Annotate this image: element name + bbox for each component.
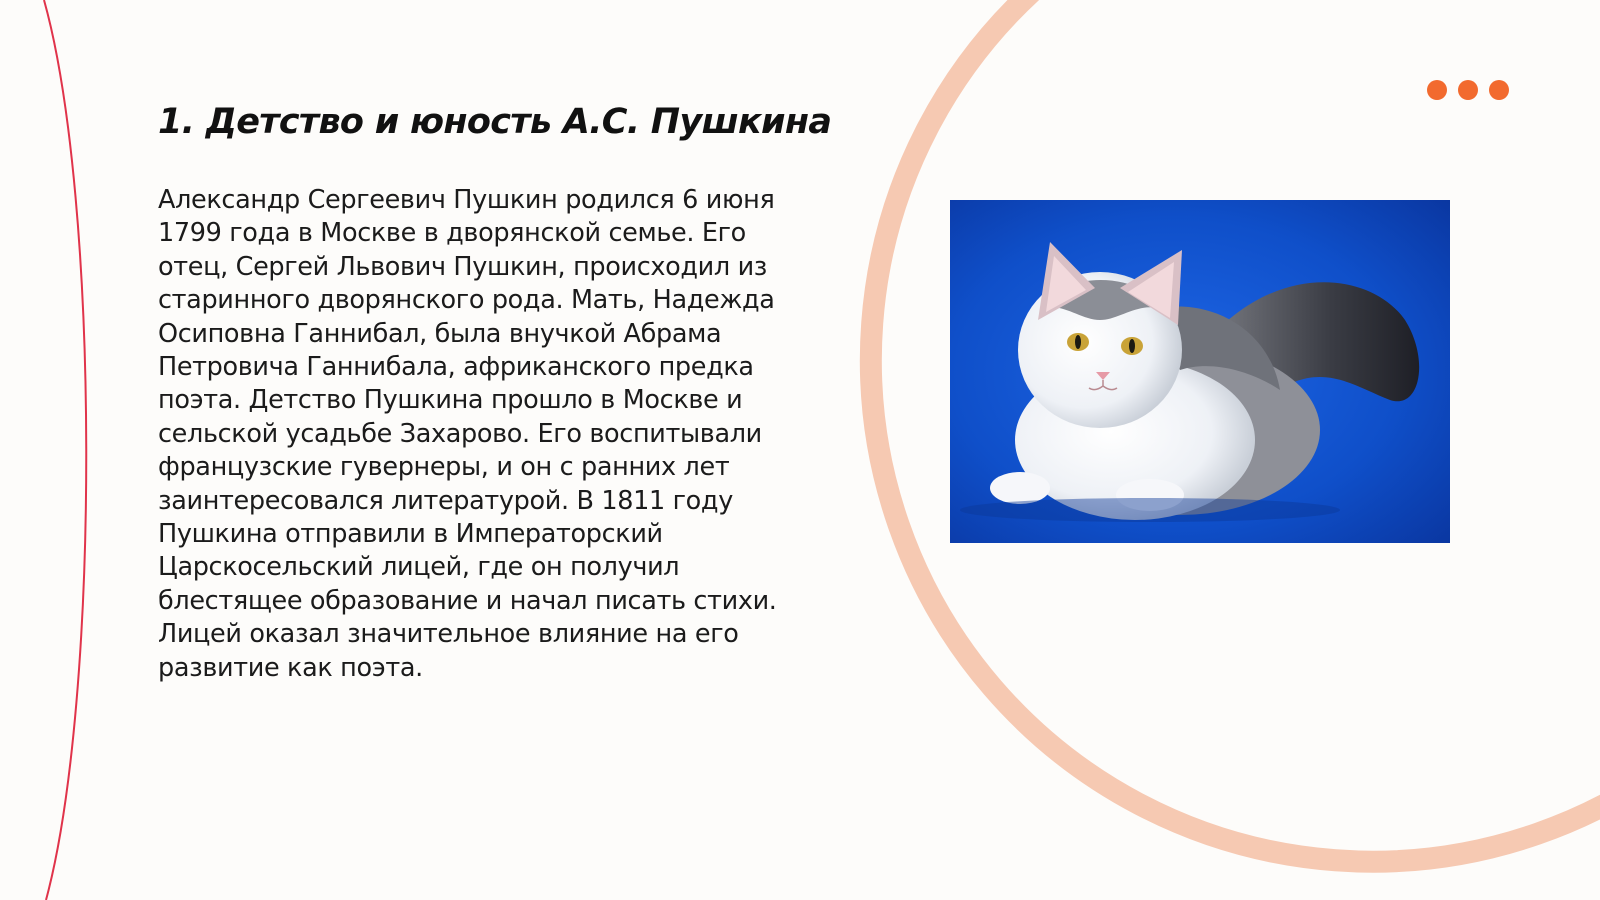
menu-dots[interactable] xyxy=(1427,80,1509,100)
cat-photo xyxy=(950,200,1450,543)
dot-icon xyxy=(1427,80,1447,100)
dot-icon xyxy=(1458,80,1478,100)
left-curve-line xyxy=(44,0,86,900)
body-paragraph: Александр Сергеевич Пушкин родился 6 июня 1799 года в Москве в дворянской семье. Его отец, Сергей Львович Пушкин, происходил из старинного дворянского рода. Мать, Надежда Осиповна Ганнибал, была внучкой Абрама Петровича Ганнибала, африканского предка поэта. Детство Пушкина прошло в Москве и сельской усадьбе Захарово. Его воспитывали французские гувернеры, и он с ранних лет заинтересовался литературой. В 1811 году Пушкина отправили в Императорский Царскосельский лицей, где он получил блестящее образование и начал писать стихи. Лицей оказал значительное влияние на его развитие как поэта. xyxy=(158,185,777,683)
slide-title: 1. Детство и юность А.С. Пушкина xyxy=(158,102,832,142)
dot-icon xyxy=(1489,80,1509,100)
